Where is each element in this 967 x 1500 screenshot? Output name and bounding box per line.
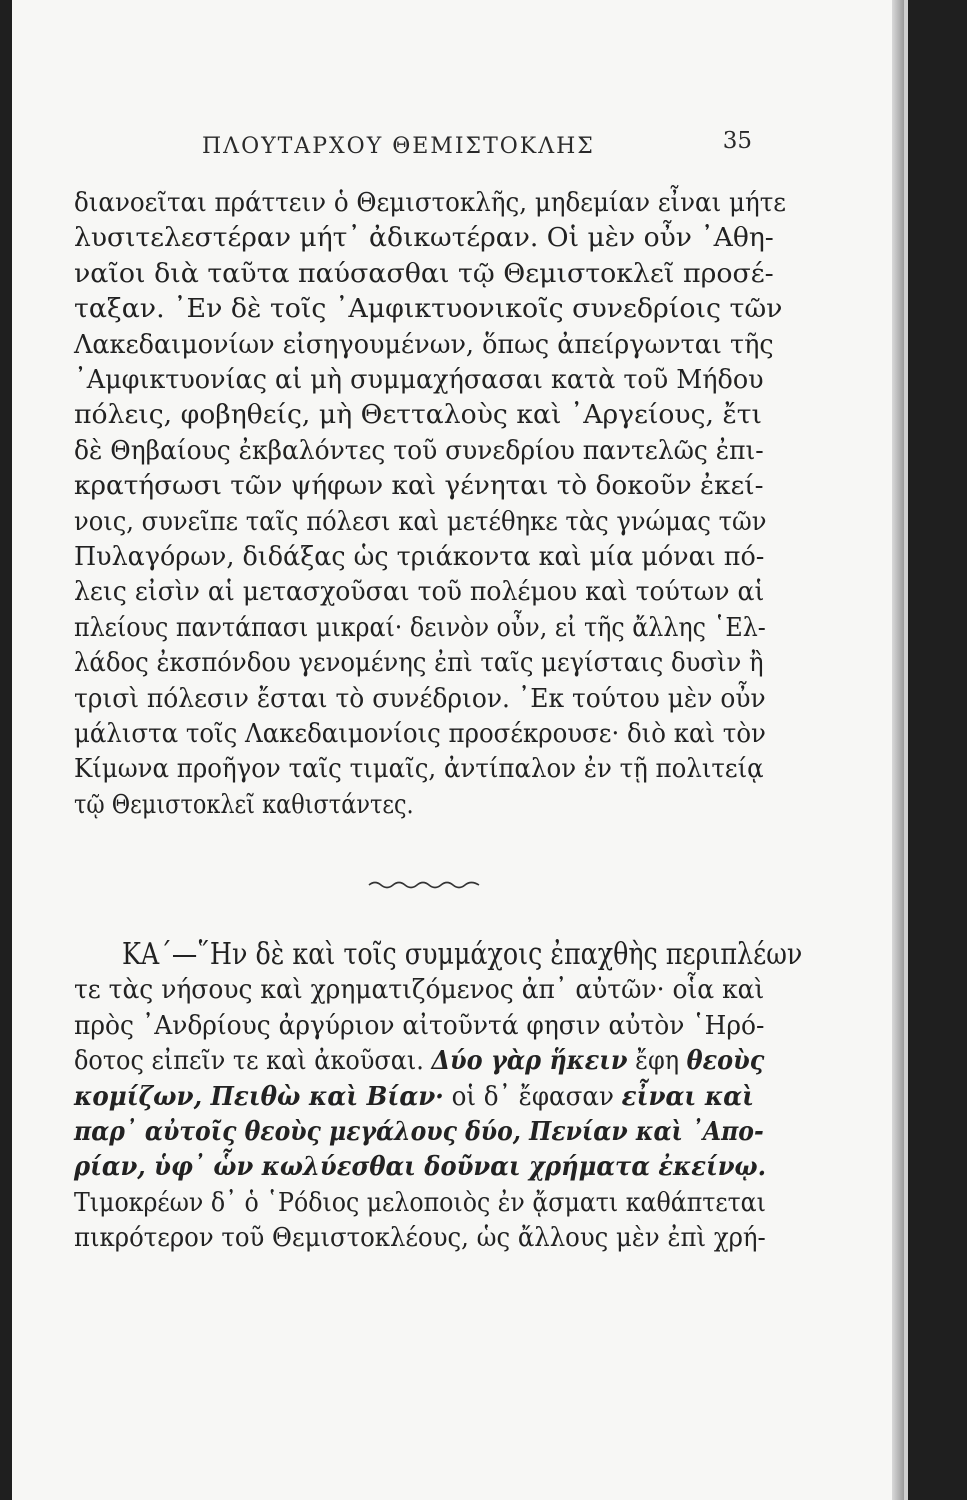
text-line (74, 1150, 766, 1184)
page-edge (892, 0, 904, 1500)
text-line (74, 973, 764, 1007)
text-span: δοτος εἰπεῖν τε καὶ ἀκοῦσαι. (74, 1045, 432, 1077)
text-line (74, 1009, 764, 1043)
text-line: Πυλαγόρων, διδάξας ὡς τριάκοντα καὶ μία μόναι πό- (74, 541, 765, 572)
text-line (122, 938, 802, 973)
text-span: τε τὰς νήσους καὶ χρηματιζόμενος ἀπ᾽ αὐτῶν· οἷα καὶ (74, 974, 765, 1006)
text-line: τρισὶ πόλεσιν ἔσται τὸ συνέδριον. ᾽Εκ τούτου μὲν οὖν (74, 682, 766, 714)
text-line: ταξαν. ᾽Εν δὲ τοῖς ᾽Αμφικτυονικοῖς συνεδρίοις τῶν (74, 293, 783, 325)
running-title: ΠΛΟΥΤΑΡΧΟΥ ΘΕΜΙΣΤΟΚΛΗΣ (202, 134, 595, 159)
text-line: δὲ Θηβαίους ἐκβαλόντες τοῦ συνεδρίου παντελῶς ἐπι- (74, 434, 764, 466)
text-line: μάλιστα τοῖς Λακεδαιμονίοις προσέκρουσε· διὸ καὶ τὸν (74, 718, 766, 749)
text-line: Λακεδαιμονίων εἰσηγουμένων, ὅπως ἀπείργωνται τῆς (74, 328, 774, 360)
text-line: ᾽Αμφικτυονίας αἱ μὴ συμμαχήσασαι κατὰ τοῦ Μήδου (74, 364, 764, 395)
text-line: ναῖοι διὰ ταῦτα παύσασθαι τῷ Θεμιστοκλεῖ προσέ- (74, 257, 774, 289)
text-line (74, 1221, 766, 1255)
text-span: πρὸς ᾽Ανδρίους ἀργύριον αἰτοῦντά φησιν αὐτὸν ῾Ηρό- (74, 1009, 765, 1041)
text-span: Τιμοκρέων δ᾽ ὁ ῾Ρόδιος μελοποιὸς ἐν ᾄσματι καθάπτεται (74, 1186, 766, 1218)
emphasized-text: κομίζων, Πειθὼ καὶ Βίαν· (74, 1080, 444, 1112)
text-line: κρατήσωσι τῶν ψήφων καὶ γένηται τὸ δοκοῦν ἐκεί- (74, 470, 764, 502)
text-span: πικρότερον τοῦ Θεμιστοκλέους, ὡς ἄλλους μὲν ἐπὶ χρή- (74, 1222, 766, 1254)
emphasized-text: θεοὺς (686, 1045, 765, 1077)
book-page (12, 0, 904, 1500)
text-line: πλείους παντάπασι μικραί· δεινὸν οὖν, εἰ τῆς ἄλλης ῾Ελ- (74, 611, 766, 643)
ornamental-divider (367, 878, 482, 892)
text-line: λυσιτελεστέραν μήτ᾽ ἀδικωτέραν. Οἱ μὲν οὖν ᾽Αθη- (74, 222, 774, 254)
text-line (74, 1080, 754, 1114)
text-line: Κίμωνα προῆγον ταῖς τιμαῖς, ἀντίπαλον ἐν τῇ πολιτείᾳ (74, 753, 764, 785)
text-line (74, 1186, 766, 1220)
text-line: νοις, συνεῖπε ταῖς πόλεσι καὶ μετέθηκε τὰς γνώμας τῶν (74, 505, 767, 537)
text-span: ἔφη (627, 1045, 687, 1077)
page-number: 35 (722, 128, 752, 154)
text-line: διανοεῖται πράττειν ὁ Θεμιστοκλῆς, μηδεμίαν εἶναι μήτε (74, 187, 786, 218)
text-span: οἱ δ᾽ ἔφασαν (443, 1080, 622, 1112)
emphasized-text: παρ᾽ αὐτοῖς θεοὺς μεγάλους δύο, Πενίαν καὶ ᾽Απο- (74, 1116, 764, 1147)
text-line (74, 1044, 764, 1078)
page-header (202, 128, 752, 168)
text-line: πόλεις, φοβηθείς, μὴ Θετταλοὺς καὶ ᾽Αργείους, ἔτι (74, 399, 762, 431)
text-line: λάδος ἐκσπόνδου γενομένης ἐπὶ ταῖς μεγίσταις δυσὶν ἢ (74, 647, 764, 679)
text-line (74, 1115, 764, 1149)
emphasized-text: Δύο γὰρ ἥκειν (431, 1045, 628, 1077)
emphasized-text: ρίαν, ὑφ᾽ ὧν κωλύεσθαι δοῦναι χρήματα ἐκείνῳ. (74, 1151, 767, 1183)
text-line: λεις εἰσὶν αἱ μετασχοῦσαι τοῦ πολέμου καὶ τούτων αἱ (74, 576, 765, 608)
text-line: τῷ Θεμιστοκλεῖ καθιστάντες. (74, 788, 414, 820)
emphasized-text: εἶναι καὶ (621, 1080, 755, 1112)
text-span: ΚΑ΄—῞Ην δὲ καὶ τοῖς συμμάχοις ἐπαχθὴς περιπλέων (122, 937, 803, 972)
